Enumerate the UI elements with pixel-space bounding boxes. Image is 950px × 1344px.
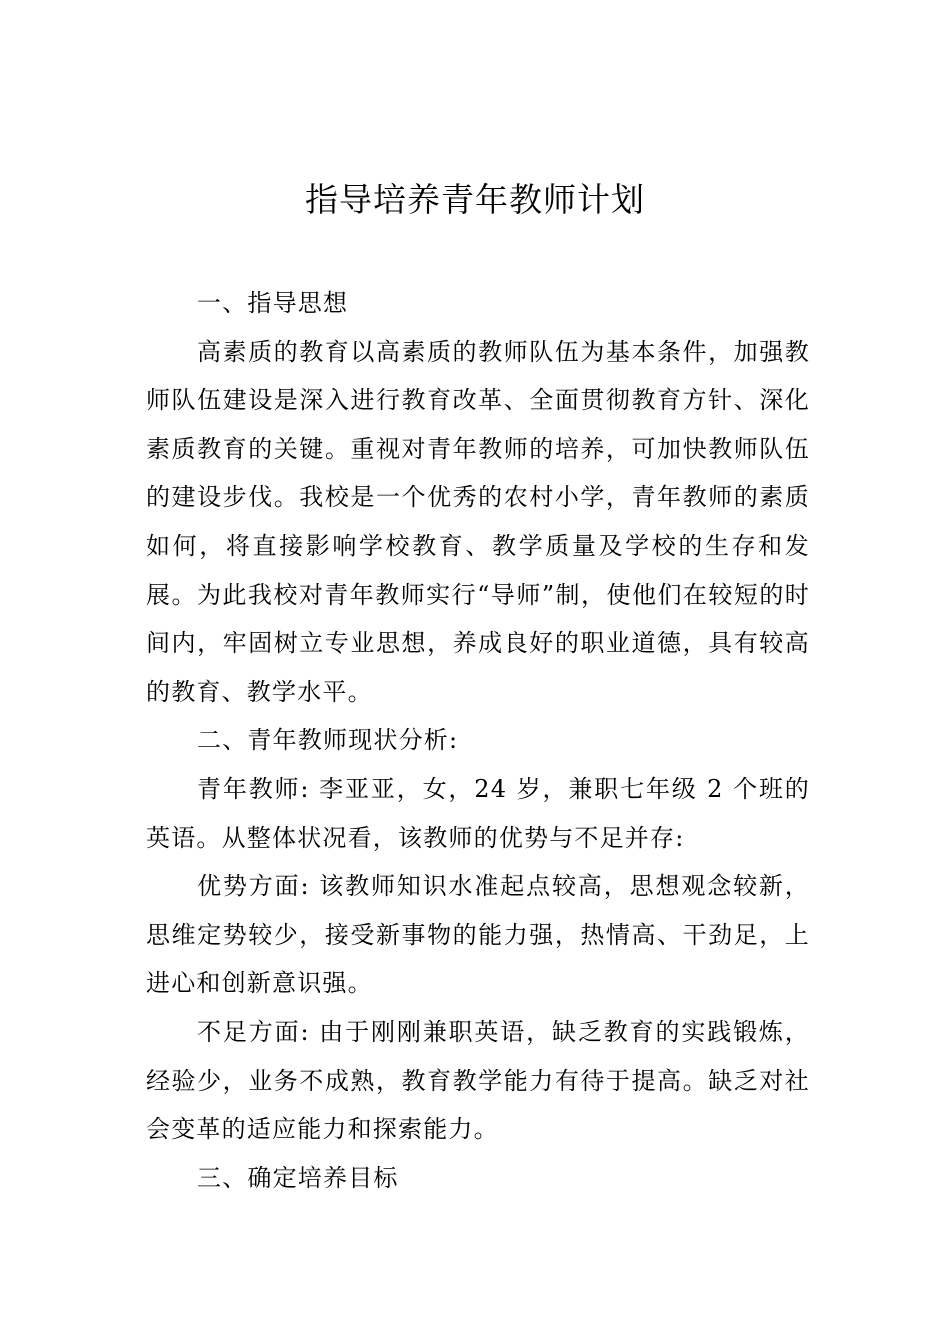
document-title: 指导培养青年教师计划 [305, 180, 645, 219]
section-heading-training-goals: 三、确定培养目标 [197, 1163, 399, 1192]
paragraph-teacher-profile: 青年教师: 李亚亚，女，24 岁，兼职七年级 2 个班的英语。从整体状况看，该教师的优势与不足并存: [146, 774, 810, 852]
paragraph-guiding-ideology: 高素质的教育以高素质的教师队伍为基本条件，加强教师队伍建设是深入进行教育改革、全面贯彻教育方针、深化素质教育的关键。重视对青年教师的培养，可加快教师队伍的建设步伐。我校是一个优秀的农村小学，青年教师的素质如何，将直接影响学校教育、教学质量及学校的生存和发展。为此我校对青年教师实行“导师”制，使他们在较短的时间内，牢固树立专业思想，养成良好的职业道德，具有较高的教育、教学水平。 [146, 337, 810, 706]
paragraph-weaknesses: 不足方面: 由于刚刚兼职英语，缺乏教育的实践锻炼，经验少，业务不成熟，教育教学能力有待于提高。缺乏对社会变革的适应能力和探索能力。 [146, 1017, 810, 1144]
paragraph-strengths: 优势方面: 该教师知识水准起点较高，思想观念较新，思维定势较少，接受新事物的能力强，热情高、干劲足，上进心和创新意识强。 [146, 872, 810, 998]
section-heading-guiding-ideology: 一、指导思想 [197, 289, 349, 317]
document-body [146, 279, 810, 1202]
section-heading-status-analysis: 二、青年教师现状分析: [197, 726, 459, 755]
